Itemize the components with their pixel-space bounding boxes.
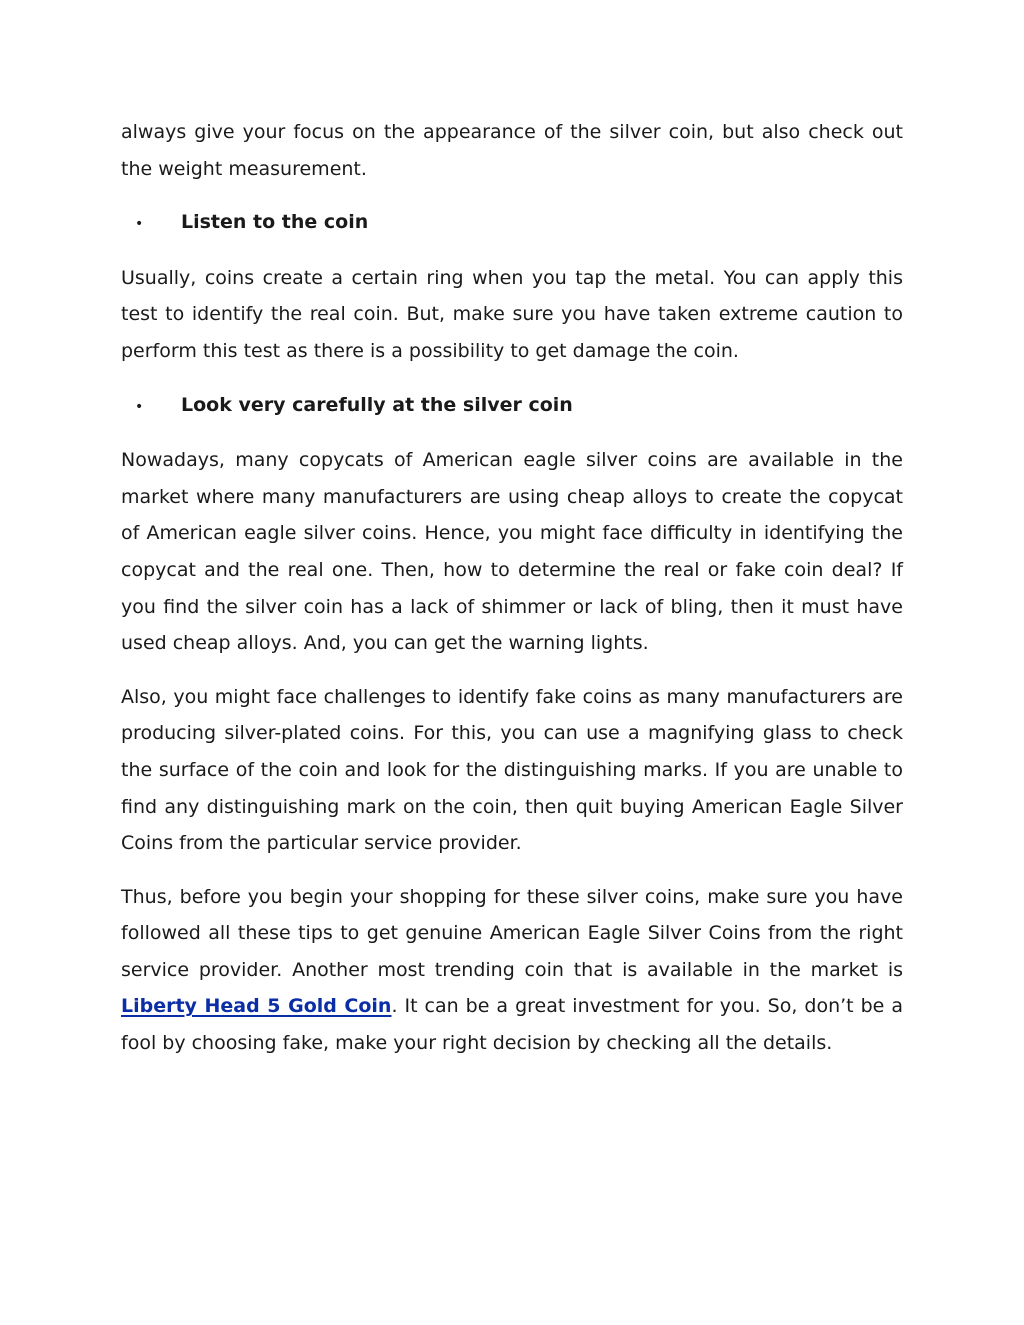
paragraph-conclusion [121, 879, 903, 1062]
bullet-heading-listen: Listen to the coin [181, 211, 369, 234]
liberty-head-gold-coin-link[interactable]: Liberty Head 5 Gold Coin [121, 995, 392, 1018]
paragraph-look: Nowadays, many copycats of American eagle silver coins are available in the market where many manufacturers are using cheap alloys to create the copycat of American eagle silver coins. Hence, you might face difficulty in identifying the copycat and the real one. Then, how to determine the real or fake coin deal? If you find the silver coin has a lack of shimmer or lack of bling, then it must have used cheap alloys. And, you can get the warning lights. [121, 449, 903, 655]
bullet-icon: • [135, 398, 144, 415]
paragraph-intro: always give your focus on the appearance of the silver coin, but also check out the weight measurement. [121, 121, 903, 180]
bullet-item-look [121, 387, 903, 426]
conclusion-text-before-link: Thus, before you begin your shopping for these silver coins, make sure you have followed all these tips to get genuine American Eagle Silver Coins from the right service provider. Another most trending coin that is available in the market is [121, 885, 903, 981]
bullet-heading-look: Look very carefully at the silver coin [181, 393, 573, 416]
paragraph-also: Also, you might face challenges to identify fake coins as many manufacturers are producing silver-plated coins. For this, you can use a magnifying glass to check the surface of the coin and look for the distinguishing marks. If you are unable to find any distinguishing mark on the coin, then quit buying American Eagle Silver Coins from the particular service provider. [121, 685, 903, 855]
bullet-icon: • [135, 216, 144, 233]
paragraph-listen: Usually, coins create a certain ring when you tap the metal. You can apply this test to identify the real coin. But, make sure you have taken extreme caution to perform this test as there is a possibility to get damage the coin. [121, 266, 903, 362]
document-page [121, 114, 903, 1079]
bullet-item-listen [121, 204, 903, 243]
conclusion-text-after-link: . It can be a great investment for you. So, don’t be a fool by choosing fake, make your right decision by checking all the details. [121, 995, 903, 1055]
